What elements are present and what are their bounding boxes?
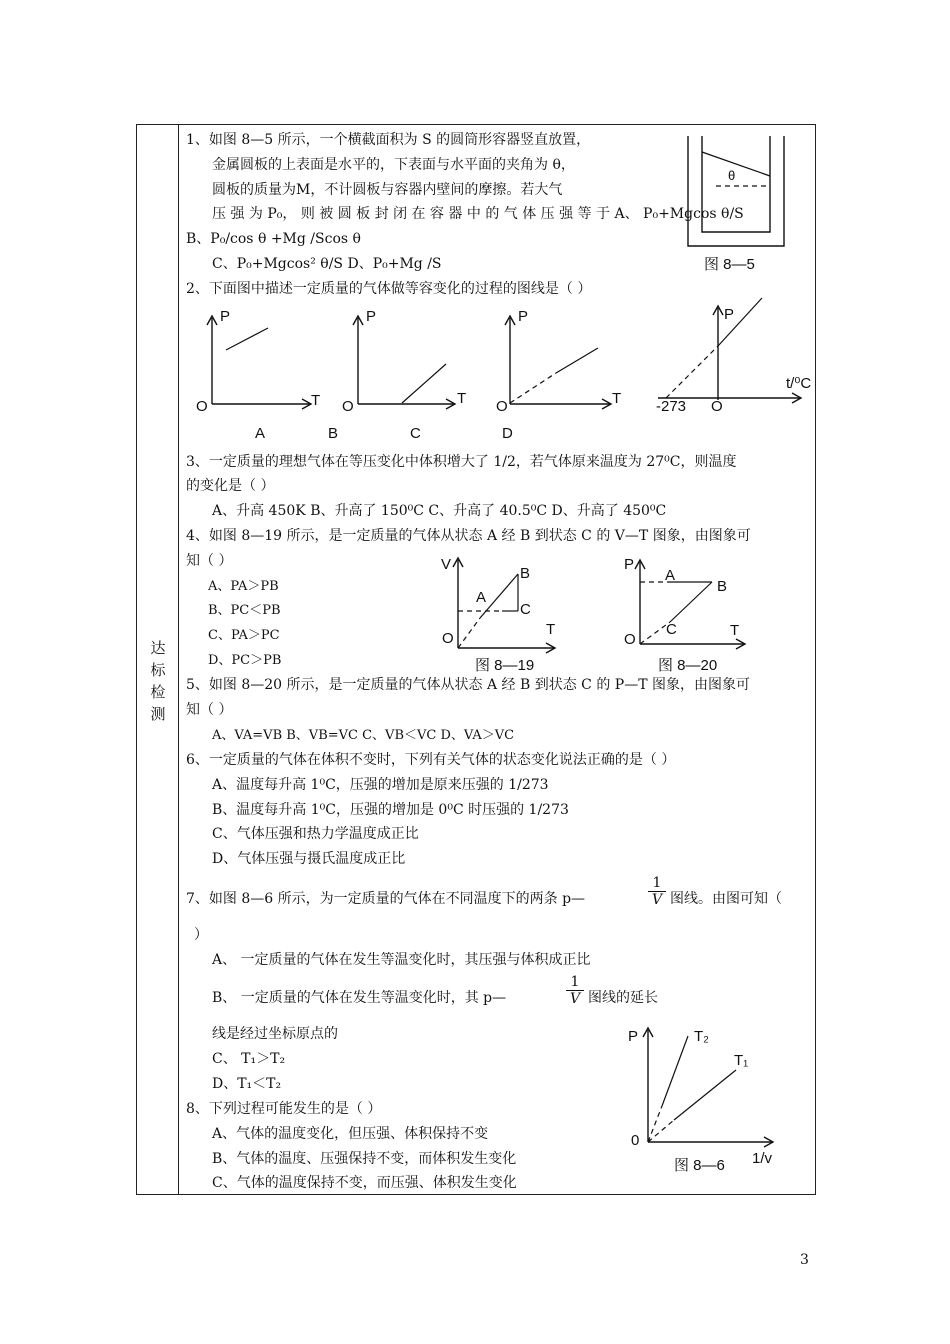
fig6-origin: 0 [631, 1132, 640, 1149]
q5-line2: 知（ ） [186, 702, 233, 718]
q7-option-d: D、T₁＜T₂ [212, 1076, 282, 1092]
q1-line1: 1、如图 8—5 所示，一个横截面积为 S 的圆筒形容器竖直放置， [186, 132, 591, 148]
q7-option-b: B、 一定质量的气体在发生等温变化时，其 p— [212, 990, 507, 1006]
q7-option-c: C、 T₁＞T₂ [212, 1051, 286, 1067]
graph-b-origin: O [342, 398, 354, 415]
graph-b-p-label: P [366, 308, 377, 325]
q7-fraction: $\frac{1}{V}$ [648, 875, 666, 908]
fig19-a-label: A [476, 589, 487, 606]
fig19-origin: O [442, 630, 454, 647]
fig19-c-label: C [520, 601, 531, 618]
q6-option-d: D、气体压强与摄氏温度成正比 [212, 851, 406, 867]
q6-option-b: B、温度每升高 1⁰C，压强的增加是 0⁰C 时压强的 1/273 [212, 802, 569, 818]
fig6-p-label: P [628, 1028, 639, 1045]
fig6-t1-label: T₁ [734, 1052, 749, 1069]
q4-line1: 4、如图 8—19 所示，是一定质量的气体从状态 A 经 B 到状态 C 的 V—T 图象，由图象可 [186, 528, 751, 544]
q7-option-b-cont: 线是经过坐标原点的 [212, 1026, 338, 1042]
q1-line4: 压 强 为 P₀， 则 被 圆 板 封 闭 在 容 器 中 的 气 体 压 强 等 于 A、 P₀+Mgcos θ/S [212, 206, 744, 222]
q7-line1-a: 7、如图 8—6 所示，为一定质量的气体在不同温度下的两条 p— [186, 891, 586, 907]
graph-d-minus273: -273 [656, 398, 687, 415]
q4-option-a: A、PA＞PB [208, 579, 279, 594]
figure-8-19-caption: 图 8—19 [475, 657, 535, 674]
q3-line1: 3、一定质量的理想气体在等压变化中体积增大了 1/2，若气体原来温度为 27⁰C，则温度 [186, 454, 737, 470]
q3-line2: 的变化是（ ） [186, 478, 275, 494]
q4-line2: 知（ ） [186, 553, 233, 569]
fig20-p-label: P [624, 556, 635, 573]
figure-8-20-caption: 图 8—20 [658, 657, 718, 674]
graph-a-t-label: T [311, 392, 321, 409]
graph-a-origin: O [196, 398, 208, 415]
q1-line5: B、P₀/cos θ +Mg /Scos θ [186, 231, 361, 247]
q7-option-a: A、 一定质量的气体在发生等温变化时，其压强与体积成正比 [212, 952, 591, 968]
q4-option-b: B、PC＜PB [208, 603, 281, 618]
fig20-c-label: C [666, 621, 677, 638]
fig6-t2-label: T₂ [694, 1028, 709, 1045]
fig19-b-label: B [520, 565, 531, 582]
side-label: 达 标 检 测 [150, 639, 166, 723]
q4-option-d: D、PC＞PB [208, 653, 282, 668]
fig6-x-label: 1/v [752, 1150, 773, 1167]
q8-option-a: A、气体的温度变化，但压强、体积保持不变 [212, 1126, 489, 1142]
graph-c-origin: O [496, 398, 508, 415]
figure-8-5-caption: 图 8—5 [704, 256, 755, 273]
q7-line2: ） [194, 927, 208, 943]
side-column [137, 125, 179, 1194]
graph-d-p-label: P [724, 306, 735, 323]
q5-line3: A、VA=VB B、VB=VC C、VB＜VC D、VA＞VC [212, 728, 515, 743]
fig19-t-label: T [546, 621, 556, 638]
q4-option-c: C、PA＞PC [208, 628, 280, 643]
option-b-label: B [328, 425, 339, 442]
fig20-a-label: A [665, 567, 676, 584]
figure-8-19 [446, 556, 566, 656]
graph-c [498, 310, 628, 410]
q8-line1: 8、下列过程可能发生的是（ ） [186, 1101, 382, 1117]
q6-line1: 6、一定质量的气体在体积不变时，下列有关气体的状态变化说法正确的是（ ） [186, 752, 676, 768]
q2-line1: 2、下面图中描述一定质量的气体做等容变化的过程的图线是（ ） [186, 281, 592, 297]
fig20-b-label: B [717, 578, 728, 595]
theta-label: θ [728, 168, 736, 183]
graph-a-p-label: P [220, 308, 231, 325]
figure-8-6-caption: 图 8—6 [674, 1157, 725, 1174]
figure-8-5 [686, 136, 796, 256]
fig20-origin: O [624, 631, 636, 648]
fig20-t-label: T [730, 622, 740, 639]
q1-line6: C、P₀+Mgcos² θ/S D、P₀+Mg /S [212, 256, 442, 272]
q5-line1: 5、如图 8—20 所示，是一定质量的气体从状态 A 经 B 到状态 C 的 P—T 图象，由图象可 [186, 677, 750, 693]
graph-d-t-label: t/⁰C [786, 375, 812, 392]
q8-option-c: C、气体的温度保持不变，而压强、体积发生变化 [212, 1175, 517, 1191]
q1-line2: 金属圆板的上表面是水平的，下表面与水平面的夹角为 θ， [212, 157, 575, 173]
q7-b-fraction: $\frac{1}{V}$ [566, 974, 584, 1007]
q6-option-c: C、气体压强和热力学温度成正比 [212, 826, 419, 842]
q7-option-b-end: 图线的延长 [588, 990, 658, 1006]
q6-option-a: A、温度每升高 1⁰C，压强的增加是原来压强的 1/273 [212, 777, 549, 793]
graph-b-t-label: T [457, 390, 467, 407]
graph-c-p-label: P [518, 308, 529, 325]
fig19-v-label: V [441, 556, 452, 573]
option-d-label: D [502, 425, 513, 442]
q8-option-b: B、气体的温度、压强保持不变，而体积发生变化 [212, 1151, 517, 1167]
q1-line3: 圆板的质量为M，不计圆板与容器内壁间的摩擦。若大气 [212, 182, 563, 198]
graph-d-origin: O [711, 398, 723, 415]
q3-line3: A、升高 450K B、升高了 150⁰C C、升高了 40.5⁰C D、升高了 450⁰C [212, 503, 667, 519]
option-a-label: A [255, 425, 266, 442]
figure-8-6 [640, 1024, 780, 1144]
page-number: 3 [800, 1252, 809, 1268]
option-c-label: C [410, 425, 421, 442]
q7-line1-b: 图线。由图可知（ [670, 891, 782, 907]
graph-c-t-label: T [612, 390, 622, 407]
